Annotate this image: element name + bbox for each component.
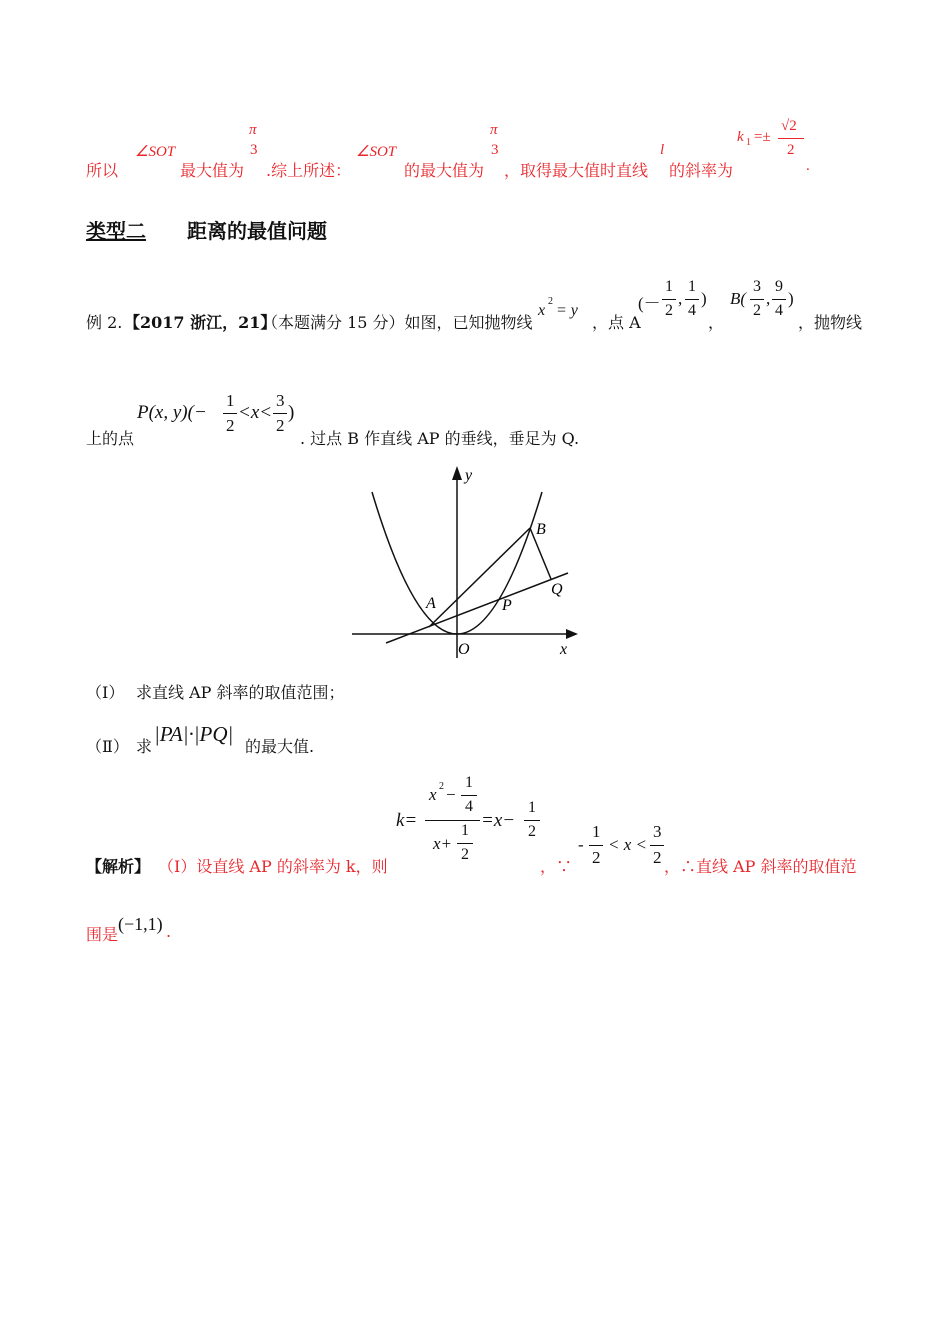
b-comma: , [766,289,771,308]
num-frac-den: 4 [465,798,473,815]
line-ap [386,573,568,643]
x-axis-arrow-icon [566,629,578,639]
p-num1: 1 [226,391,235,410]
p-num2: 3 [276,391,285,410]
parabola-exponent: 2 [548,296,553,307]
fraction-bar [223,413,237,414]
b-num1: 3 [753,278,761,295]
pi-numerator: π [490,122,498,138]
parabola-x: x [538,302,546,319]
k-eq: k= [396,810,418,831]
a-num1: 1 [665,278,673,295]
parabola-eq: = y [556,302,578,319]
a-den1: 2 [665,302,673,319]
question-text: 的最大值. [245,737,315,756]
therefore-text: ，∴直线 AP 斜率的取值范 [664,857,857,876]
line-l: l [660,142,665,158]
fraction-bar [750,299,764,300]
p-label: P [502,597,512,614]
text: . 过点 B 作直线 AP 的垂线，垂足为 Q. [300,429,580,448]
range-value: (−1,1) [118,914,163,934]
rhs-num: 1 [528,799,536,816]
period: . [806,158,810,174]
ineq-num1: 1 [592,822,601,841]
num-x: x [429,785,437,804]
origin-label: O [458,641,470,658]
num-exponent: 2 [439,781,444,792]
product-expression: |PA|·|PQ| [154,722,234,746]
equals-pm: =± [754,129,771,145]
question-text: 求直线 AP 斜率的取值范围； [136,683,345,702]
k1-subscript: 1 [746,137,751,148]
solution-text: （Ⅰ）设直线 AP 的斜率为 k，则 [158,857,388,876]
example-prefix: 例 2. [86,313,123,332]
text: 的最大值为 [404,161,485,180]
den-frac-den: 2 [461,846,469,863]
because-symbol: ，∵ [540,857,573,876]
question-text: 求 [136,737,153,756]
ineq-lt: < x < [608,835,647,854]
b-label: B [536,521,546,538]
question-number: （Ⅰ） [86,683,125,702]
fraction-bar [273,413,287,414]
fraction-bar [685,299,699,300]
p-lt: <x< [238,402,273,423]
b-den1: 2 [753,302,761,319]
text: ，取得最大值时直线 [504,161,649,180]
p-close: ) [288,402,295,423]
p-den2: 2 [276,416,285,435]
section-title: 距离的最值问题 [187,219,327,243]
pi-denominator: 3 [491,142,499,158]
a-close: ) [701,289,707,308]
fraction-bar [589,845,603,846]
p-expr: P(x, y)(− [137,402,207,423]
den-frac-num: 1 [461,822,469,839]
example-source: 【2017 浙江，21】 [124,313,277,332]
fraction-bar [778,138,804,139]
pi-numerator: π [249,122,257,138]
question-number: （Ⅱ） [86,737,129,756]
solution-label: 【解析】 [86,857,151,876]
fraction-bar [650,845,664,846]
text: 上的点 [86,429,135,448]
num-minus: − [446,785,456,804]
example-suffix: ，抛物线 [798,313,863,332]
b-den2: 4 [775,302,783,319]
text: 的斜率为 [669,161,734,180]
angle-sot: ∠SOT [356,144,397,160]
y-label: y [465,467,473,484]
num-frac-num: 1 [465,774,473,791]
point-a-text: ，点 A [592,313,641,332]
k1: k [737,129,744,145]
b-close: ) [788,289,794,308]
rhs: =x− [481,810,516,831]
a-comma: , [678,289,683,308]
ineq-den1: 2 [592,848,601,867]
a-den2: 4 [688,302,696,319]
main-fraction-bar [425,820,480,821]
a-num2: 1 [688,278,696,295]
y-axis-arrow-icon [452,466,462,480]
p-den1: 2 [226,416,235,435]
text: 所以 [86,161,119,180]
angle-sot: ∠SOT [135,144,176,160]
pi-denominator: 3 [250,142,258,158]
b-label: B( [730,289,747,308]
fraction-bar [662,299,676,300]
ineq-num2: 3 [653,822,662,841]
ineq-den2: 2 [653,848,662,867]
fraction-bar [457,843,473,844]
range-text: 围是 [86,925,119,944]
comma: ， [708,313,725,332]
rhs-den: 2 [528,823,536,840]
line-ab [429,528,530,627]
den-x: x+ [433,834,453,853]
ineq-minus: - [578,835,584,854]
text: .综上所述： [266,161,352,180]
fraction-bar [524,820,540,821]
a-label: A [426,595,436,612]
period: . [166,922,172,941]
sqrt-two: √2 [781,118,797,134]
a-open: (－ [638,294,661,313]
x-label: x [560,641,568,658]
fraction-bar [772,299,786,300]
denominator: 2 [787,142,795,158]
b-num2: 9 [775,278,783,295]
fraction-bar [461,795,477,796]
type-label: 类型二 [86,219,146,243]
q-label: Q [551,581,563,598]
parabola-figure [340,458,600,668]
example-text: （本题满分 15 分）如图，已知抛物线 [262,313,533,332]
text: 最大值为 [180,161,245,180]
